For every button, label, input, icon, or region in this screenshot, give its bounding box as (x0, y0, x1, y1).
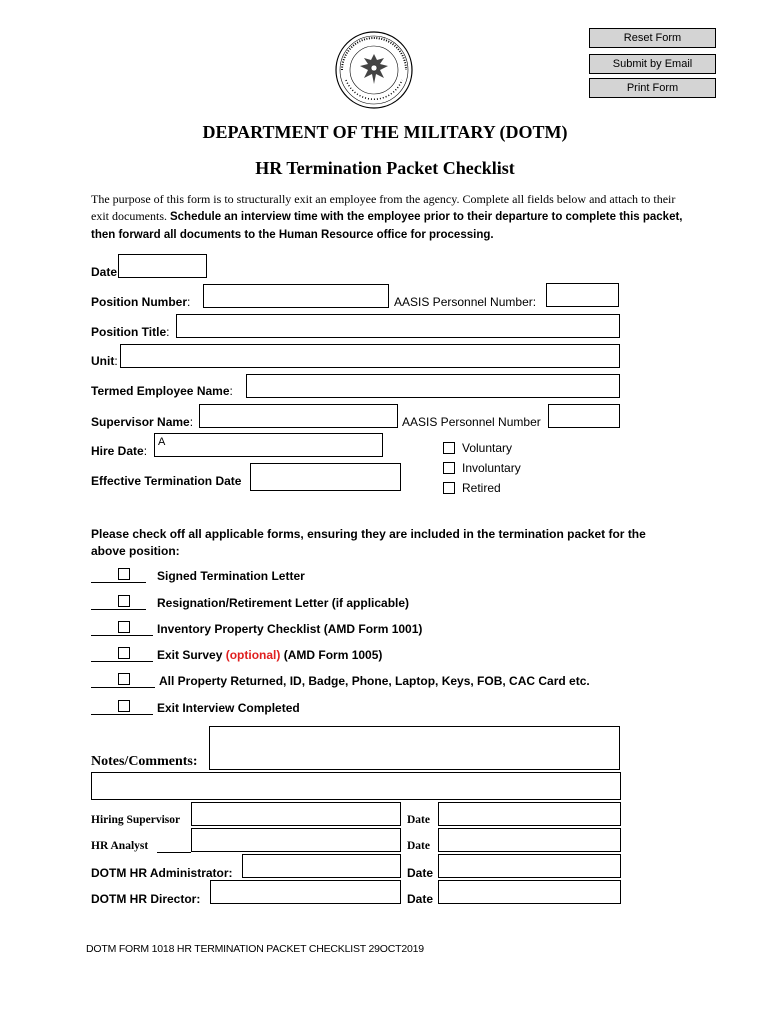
date-field[interactable] (118, 254, 207, 278)
hr-director-field[interactable] (210, 880, 401, 904)
supervisor-name-field[interactable] (199, 404, 398, 428)
checklist-line-3 (91, 621, 153, 636)
aasis-personnel-number-field-1[interactable] (546, 283, 619, 307)
department-seal-logo (334, 30, 414, 110)
hr-administrator-label: DOTM HR Administrator: (91, 866, 233, 880)
position-number-field[interactable] (203, 284, 389, 308)
position-number-label: Position Number: (91, 295, 191, 309)
resignation-letter-checkbox[interactable] (118, 595, 130, 607)
resignation-letter-label: Resignation/Retirement Letter (if applicable) (157, 596, 410, 610)
effective-termination-date-field[interactable] (250, 463, 401, 491)
supervisor-name-label: Supervisor Name: (91, 415, 194, 429)
date-field-1[interactable] (438, 802, 621, 826)
date-label: Date (91, 265, 118, 279)
aasis-personnel-number-label-1: AASIS Personnel Number: (394, 295, 537, 309)
all-property-returned-checkbox[interactable] (118, 673, 130, 685)
exit-survey-label: Exit Survey (optional) (AMD Form 1005) (157, 648, 383, 662)
effective-termination-date-label: Effective Termination Date (91, 474, 242, 488)
retired-label: Retired (462, 481, 501, 495)
checklist-line-1 (91, 568, 146, 583)
checklist-line-4 (91, 647, 153, 662)
aasis-personnel-number-label-2: AASIS Personnel Number (402, 415, 541, 429)
unit-field[interactable] (120, 344, 620, 368)
intro-paragraph (91, 191, 691, 244)
termed-employee-name-field[interactable] (246, 374, 620, 398)
hiring-supervisor-field[interactable] (191, 802, 401, 826)
department-title: DEPARTMENT OF THE MILITARY (DOTM) (202, 122, 568, 142)
form-title: HR Termination Packet Checklist (255, 158, 515, 178)
intro-bold-text: Schedule an interview time with the employee prior to their departure to complete this packet, then forward all documents to the Human Resource office for processing. (91, 211, 683, 241)
intro-text: The purpose of this form is to structurally exit an employee from the agency. Complete all fields below and attach to their exit documents. (91, 192, 676, 223)
date-field-3[interactable] (438, 854, 621, 878)
signed-termination-letter-checkbox[interactable] (118, 568, 130, 580)
hr-analyst-underline (157, 852, 191, 853)
involuntary-label: Involuntary (462, 461, 521, 475)
aasis-personnel-number-field-2[interactable] (548, 404, 620, 428)
voluntary-checkbox[interactable] (443, 442, 455, 454)
reset-form-button[interactable]: Reset Form (589, 28, 716, 48)
notes-field-bottom[interactable] (91, 772, 621, 800)
hire-date-field[interactable]: A (154, 433, 383, 457)
hr-analyst-field[interactable] (191, 828, 401, 852)
inventory-property-checkbox[interactable] (118, 621, 130, 633)
optional-tag: (optional) (225, 648, 281, 662)
all-property-returned-label: All Property Returned, ID, Badge, Phone, Laptop, Keys, FOB, CAC Card etc. (159, 674, 590, 688)
hiring-supervisor-label: Hiring Supervisor (91, 814, 181, 826)
exit-interview-checkbox[interactable] (118, 700, 130, 712)
checklist-heading: Please check off all applicable forms, ensuring they are included in the termination packet for the above position: (91, 527, 646, 558)
checklist-line-2 (91, 595, 146, 610)
date-field-2[interactable] (438, 828, 621, 852)
hire-date-label: Hire Date: (91, 444, 148, 458)
print-form-button[interactable]: Print Form (589, 78, 716, 98)
checklist-line-5 (91, 673, 155, 688)
submit-by-email-button[interactable]: Submit by Email (589, 54, 716, 74)
position-title-label: Position Title: (91, 325, 170, 339)
form-footer: DOTM FORM 1018 HR TERMINATION PACKET CHECKLIST 29OCT2019 (86, 943, 424, 955)
termed-employee-name-label: Termed Employee Name: (91, 384, 233, 398)
notes-field-top[interactable] (209, 726, 620, 770)
date-label-1: Date (407, 814, 430, 826)
notes-label: Notes/Comments: (91, 754, 198, 769)
hr-analyst-label: HR Analyst (91, 840, 149, 852)
exit-survey-checkbox[interactable] (118, 647, 130, 659)
position-title-field[interactable] (176, 314, 620, 338)
date-label-3: Date (407, 866, 434, 880)
voluntary-label: Voluntary (462, 441, 513, 455)
unit-label: Unit: (91, 354, 118, 368)
hr-administrator-field[interactable] (242, 854, 401, 878)
retired-checkbox[interactable] (443, 482, 455, 494)
inventory-property-label: Inventory Property Checklist (AMD Form 1001) (157, 622, 423, 636)
involuntary-checkbox[interactable] (443, 462, 455, 474)
exit-interview-label: Exit Interview Completed (157, 701, 300, 715)
checklist-line-6 (91, 700, 153, 715)
date-label-2: Date (407, 840, 430, 852)
signed-termination-letter-label: Signed Termination Letter (157, 569, 305, 583)
date-field-4[interactable] (438, 880, 621, 904)
hr-director-label: DOTM HR Director: (91, 892, 201, 906)
date-label-4: Date (407, 892, 434, 906)
